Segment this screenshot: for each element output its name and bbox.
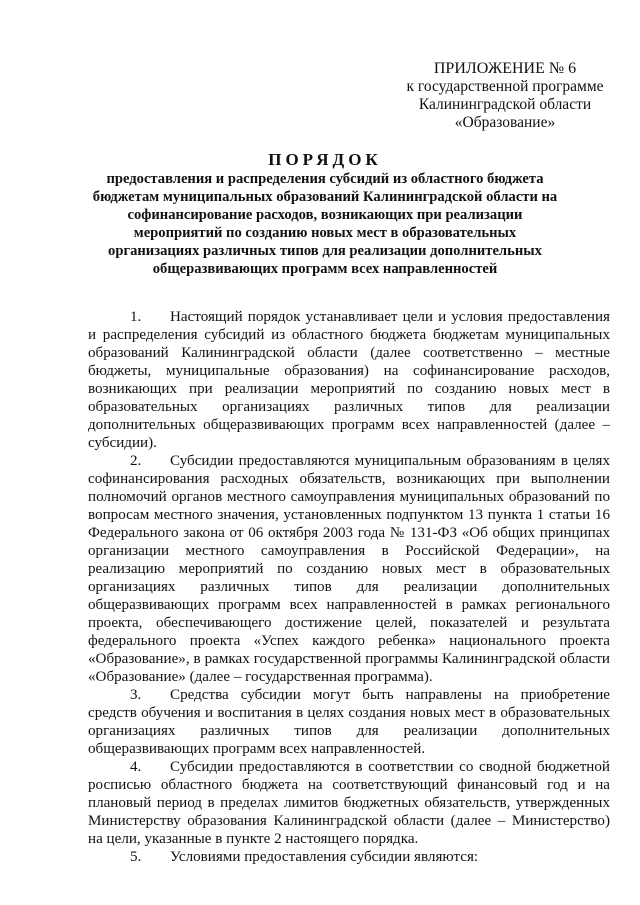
document-body bbox=[88, 308, 610, 866]
paragraph-number: 3. bbox=[130, 687, 142, 703]
paragraph-4 bbox=[88, 758, 610, 848]
paragraph-number: 1. bbox=[130, 309, 142, 325]
paragraph-text: Условиями предоставления субсидии являются: bbox=[170, 849, 479, 865]
appendix-line-region: Калининградской области bbox=[418, 96, 592, 113]
document-title: ПОРЯДОК bbox=[268, 150, 382, 169]
paragraph-number: 4. bbox=[130, 759, 142, 775]
paragraph-1 bbox=[88, 308, 610, 452]
paragraph-text: Субсидии предоставляются муниципальным образованиям в целях софинансирования расходных обязательств, возникающих при выполнении полномочий органов местного самоуправления муниципальных образований по вопросам местного значения, установленных подпунктом 13 пункта 1 статьи 16 Федерального закона от 06 октября 2003 года № 131-ФЗ «Об общих принципах организации местного самоуправления в Российской Федерации», на реализацию мероприятий по созданию новых мест в образовательных организациях различных типов для реализации дополнительных общеразвивающих программ всех направленностей в рамках регионального проекта, обеспечивающего достижение целей, показателей и результата федерального проекта «Успех каждого ребенка» национального проекта «Образование», в рамках государственной программы Калининградской области «Образование» (далее – государственная программа). bbox=[88, 453, 610, 685]
paragraph-2 bbox=[88, 452, 610, 686]
paragraph-number: 5. bbox=[130, 849, 142, 865]
document-subtitle: предоставления и распределения субсидий из областного бюджета бюджетам муниципальных образований Калининградской области на софинансирование расходов, возникающих при реализации мероприятий по созданию новых мест в образовательных организациях различных типов для реализации дополнительных общеразвивающих программ всех направленностей bbox=[92, 171, 558, 277]
paragraph-text: Субсидии предоставляются в соответствии со сводной бюджетной росписью областного бюджета на соответствующий финансовый год и на плановый период в пределах лимитов бюджетных обязательств, утвержденных Министерству образования Калининградской области (далее – Министерство) на цели, указанные в пункте 2 настоящего порядка. bbox=[88, 759, 610, 847]
appendix-heading: ПРИЛОЖЕНИЕ № 6 bbox=[433, 60, 577, 77]
paragraph-3 bbox=[88, 686, 610, 758]
appendix-block bbox=[380, 60, 630, 132]
paragraph-5 bbox=[88, 848, 610, 866]
paragraph-text: Средства субсидии могут быть направлены на приобретение средств обучения и воспитания в целях создания новых мест в образовательных организациях различных типов для реализации дополнительных общеразвивающих программ всех направленностей. bbox=[88, 687, 610, 757]
paragraph-text: Настоящий порядок устанавливает цели и условия предоставления и распределения субсидий из областного бюджета бюджетам муниципальных образований Калининградской области (далее соответственно – местные бюджеты, муниципальные образования) на софинансирование расходов, возникающих при реализации мероприятий по созданию новых мест в образовательных организациях различных типов для реализации дополнительных общеразвивающих программ всех направленностей (далее – субсидии). bbox=[88, 309, 610, 451]
appendix-line-program: к государственной программе bbox=[406, 78, 604, 95]
appendix-line-name: «Образование» bbox=[454, 114, 556, 131]
paragraph-number: 2. bbox=[130, 453, 142, 469]
